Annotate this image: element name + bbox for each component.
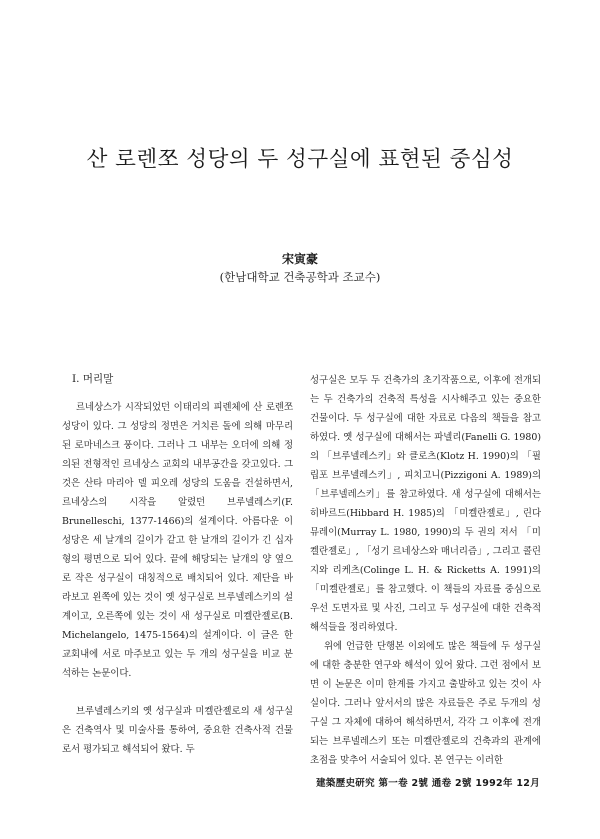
paper-title: 산 로렌쪼 성당의 두 성구실에 표현된 중심성 [86,147,514,172]
body-paragraph: 위에 언급한 단행본 이외에도 많은 책들에 두 성구실에 대한 충분한 연구와 해석이 있어 왔다. 그런 점에서 보면 이 논문은 이미 한계를 가지고 출발하고 있는 것이 사실이다. 그러나 앞서서의 많은 자료들은 주로 두개의 성구실 그 자체에 대하여 해석하면서, 각각 그 이후에 전개되는 브루넬레스키 또는 미켈란젤로의 건축과의 관계에 초점을 맞추어 서술되어 있다. 본 연구는 이러한 [310,641,541,766]
left-column [62,370,293,759]
author-name: 宋寅豪 [281,252,318,266]
body-paragraph: 르네상스가 시작되었던 이태리의 피렌체에 산 로렌쪼 성당이 있다. 그 성당의 정면은 거치른 돌에 의해 마무리된 로마네스크 풍이다. 그러나 그 내부는 오더에 의해 정의된 전형적인 르네상스 교회의 내부공간을 갖고있다. 그것은 산타 마리아 델 피오레 성당의 도움을 건설하면서, 르네상스의 시작을 알렸던 브루넬레스키(F. Brunelleschi, 1377-1466)의 설계이다. 아름다운 이 성당은 세 날개의 길이가 같고 한 날개의 길이가 긴 십자형의 평면으로 되어 있다. 끝에 해당되는 날개의 양 옆으로 작은 성구실이 대칭적으로 배치되어 있다. 제단을 바라보고 왼쪽에 있는 것이 옛 성구실로 브루넬레스키의 설계이고, 오른쪽에 있는 것이 새 성구실로 미켈란젤로(B. Michelangelo, 1475-1564)의 설계이다. 이 글은 한 교회내에 서로 마주보고 있는 두 개의 성구실을 비교 분석하는 논문이다. [62,402,293,679]
body-paragraph: 성구실은 모두 두 건축가의 초기작품으로, 이후에 전개되는 두 건축가의 건축적 특성을 시사해주고 있는 중요한 건물이다. 두 성구실에 대한 자료로 다음의 책들을 참고하였다. 옛 성구실에 대해서는 파넬리(Fanelli G. 1980)의 「브루넬레스키」와 클로츠(Klotz H. 1990)의 「필립포 브루넬레스키」, 피치고니(Pizzigoni A. 1989)의 「브루넬레스키」를 참고하였다. 새 성구실에 대해서는 히바르드(Hibbard H. 1985)의 「미켈란젤로」, 린다 뮤레이(Murray L. 1980, 1990)의 두 권의 저서 「미켈란젤로」, 「성기 르네상스와 매너리즘」, 그리고 콜린지와 리케츠(Colinge L. H. & Ricketts A. 1991)의 「미켈란젤로」를 참고했다. 이 책들의 자료를 중심으로 우선 도면자료 및 사진, 그리고 두 성구실에 대한 건축적 해석들을 정리하였다. [310,375,541,633]
author-affiliation: (한남대학교 건축공학과 조교수) [219,270,381,284]
journal-footer: 建築歷史研究 第一卷 2號 通卷 2號 1992年 12月 [316,778,540,789]
right-column [310,371,541,770]
section-heading: Ⅰ. 머리말 [72,373,114,385]
body-paragraph: 브루넬레스키의 옛 성구실과 미켈란젤로의 새 성구실은 건축역사 및 미술사를 통하여, 중요한 건축사적 건물로서 평가되고 해석되어 왔다. 두 [62,706,293,755]
